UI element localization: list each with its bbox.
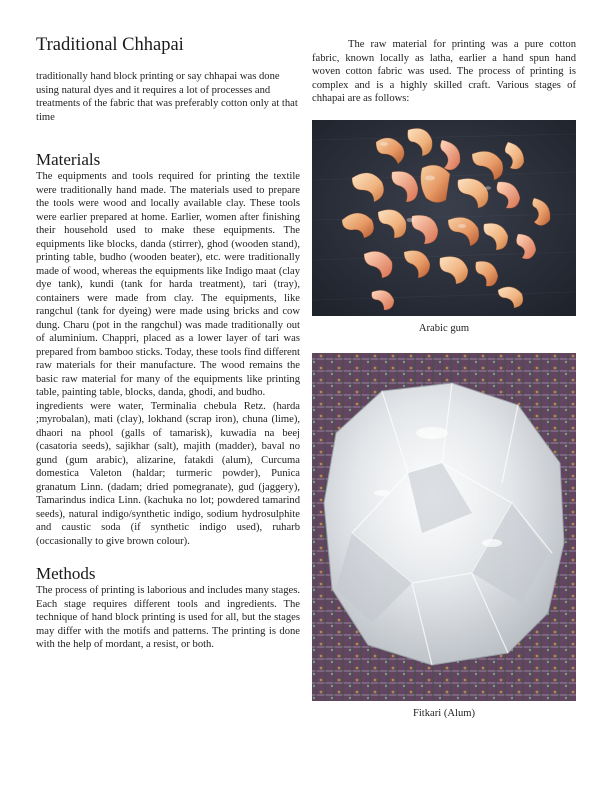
methods-paragraph: The process of printing is laborious and includes many stages. Each stage requires different tools and ingredients. The technique of hand block printing is used for all, but the stages may differ with the motifs and patterns. The printing is done with the help of mordant, a resist, or both. (36, 585, 300, 650)
page-title: Traditional Chhapai (36, 35, 184, 55)
right-intro-paragraph: The raw material for printing was a pure cotton fabric, known locally as latha, earlier a hand spun hand woven cotton fabric was used. The process of printing is complex and is a highly skilled craft. Various stages of chhapai are as follows: (312, 39, 576, 104)
figure-alum (312, 353, 576, 720)
materials-heading: Materials (36, 150, 101, 169)
alum-photo (312, 353, 576, 701)
methods-heading: Methods (36, 564, 96, 583)
intro-paragraph: traditionally hand block printing or say chhapai was done using natural dyes and it requires a lot of processes and treatments of the fabric that was preferably cotton only at that time (36, 71, 298, 123)
materials-paragraph-1: The equipments and tools required for printing the textile were traditionally hand made. The materials used to prepare the tools were wood and locally available clay. These tools were earlier prepared at home. Earlier, women after finishing their household used to make these equipments. The equipments like blocks, danda (stirrer), ghod (wooden stand), printing table, budho (wooden beater), etc. were traditionally made of wood, whereas the equipments like Indigo maat (clay dye tank), kundi (tank for harda treatment), tari (tray), containers were made from clay. The equipments, like rangchul (tank for dyeing) were made using bricks and cow dung. Charu (pot in the rangchul) was made traditionally out of aluminium. Chappri, placed as a lower layer of tari was prepared from bamboo sticks. Today, these tools find different raw materials for their manufacture. The wood remains the basic raw material for many of the equipments like printing table, painting table, blocks, danda, ghodi, and budho. (36, 171, 300, 398)
figure-1-caption: Arabic gum (418, 322, 470, 334)
figure-arabic-gum (312, 120, 576, 335)
figure-2-caption: Fitkari (Alum) (412, 707, 476, 719)
left-column (36, 34, 300, 652)
right-column (312, 34, 576, 720)
materials-paragraph-2: ingredients were water, Terminalia chebula Retz. (harda ;myrobalan), mati (clay), lokhand (scrap iron), chuna (lime), dhaori na phool (galls of tamarisk), kuwadia na beej (casatoria seeds), sajikhar (salt), majith (madder), baval no gund (gum arabic), alizarine, fatakdi (alum), Curcuma domestica Valeton (haldar; turmeric powder), Punica granatum Linn. (dadam; dried pomegranate), gud (jaggery), Tamarindus indica Linn. (kachuka no lot; powdered tamarind seeds), natural indigo/synthetic indigo, sodium hydrosulphite and caustic soda (if synthetic indigo used), ruharb (occasionally to give brown colour). (36, 400, 300, 547)
arabic-gum-photo (312, 120, 576, 316)
